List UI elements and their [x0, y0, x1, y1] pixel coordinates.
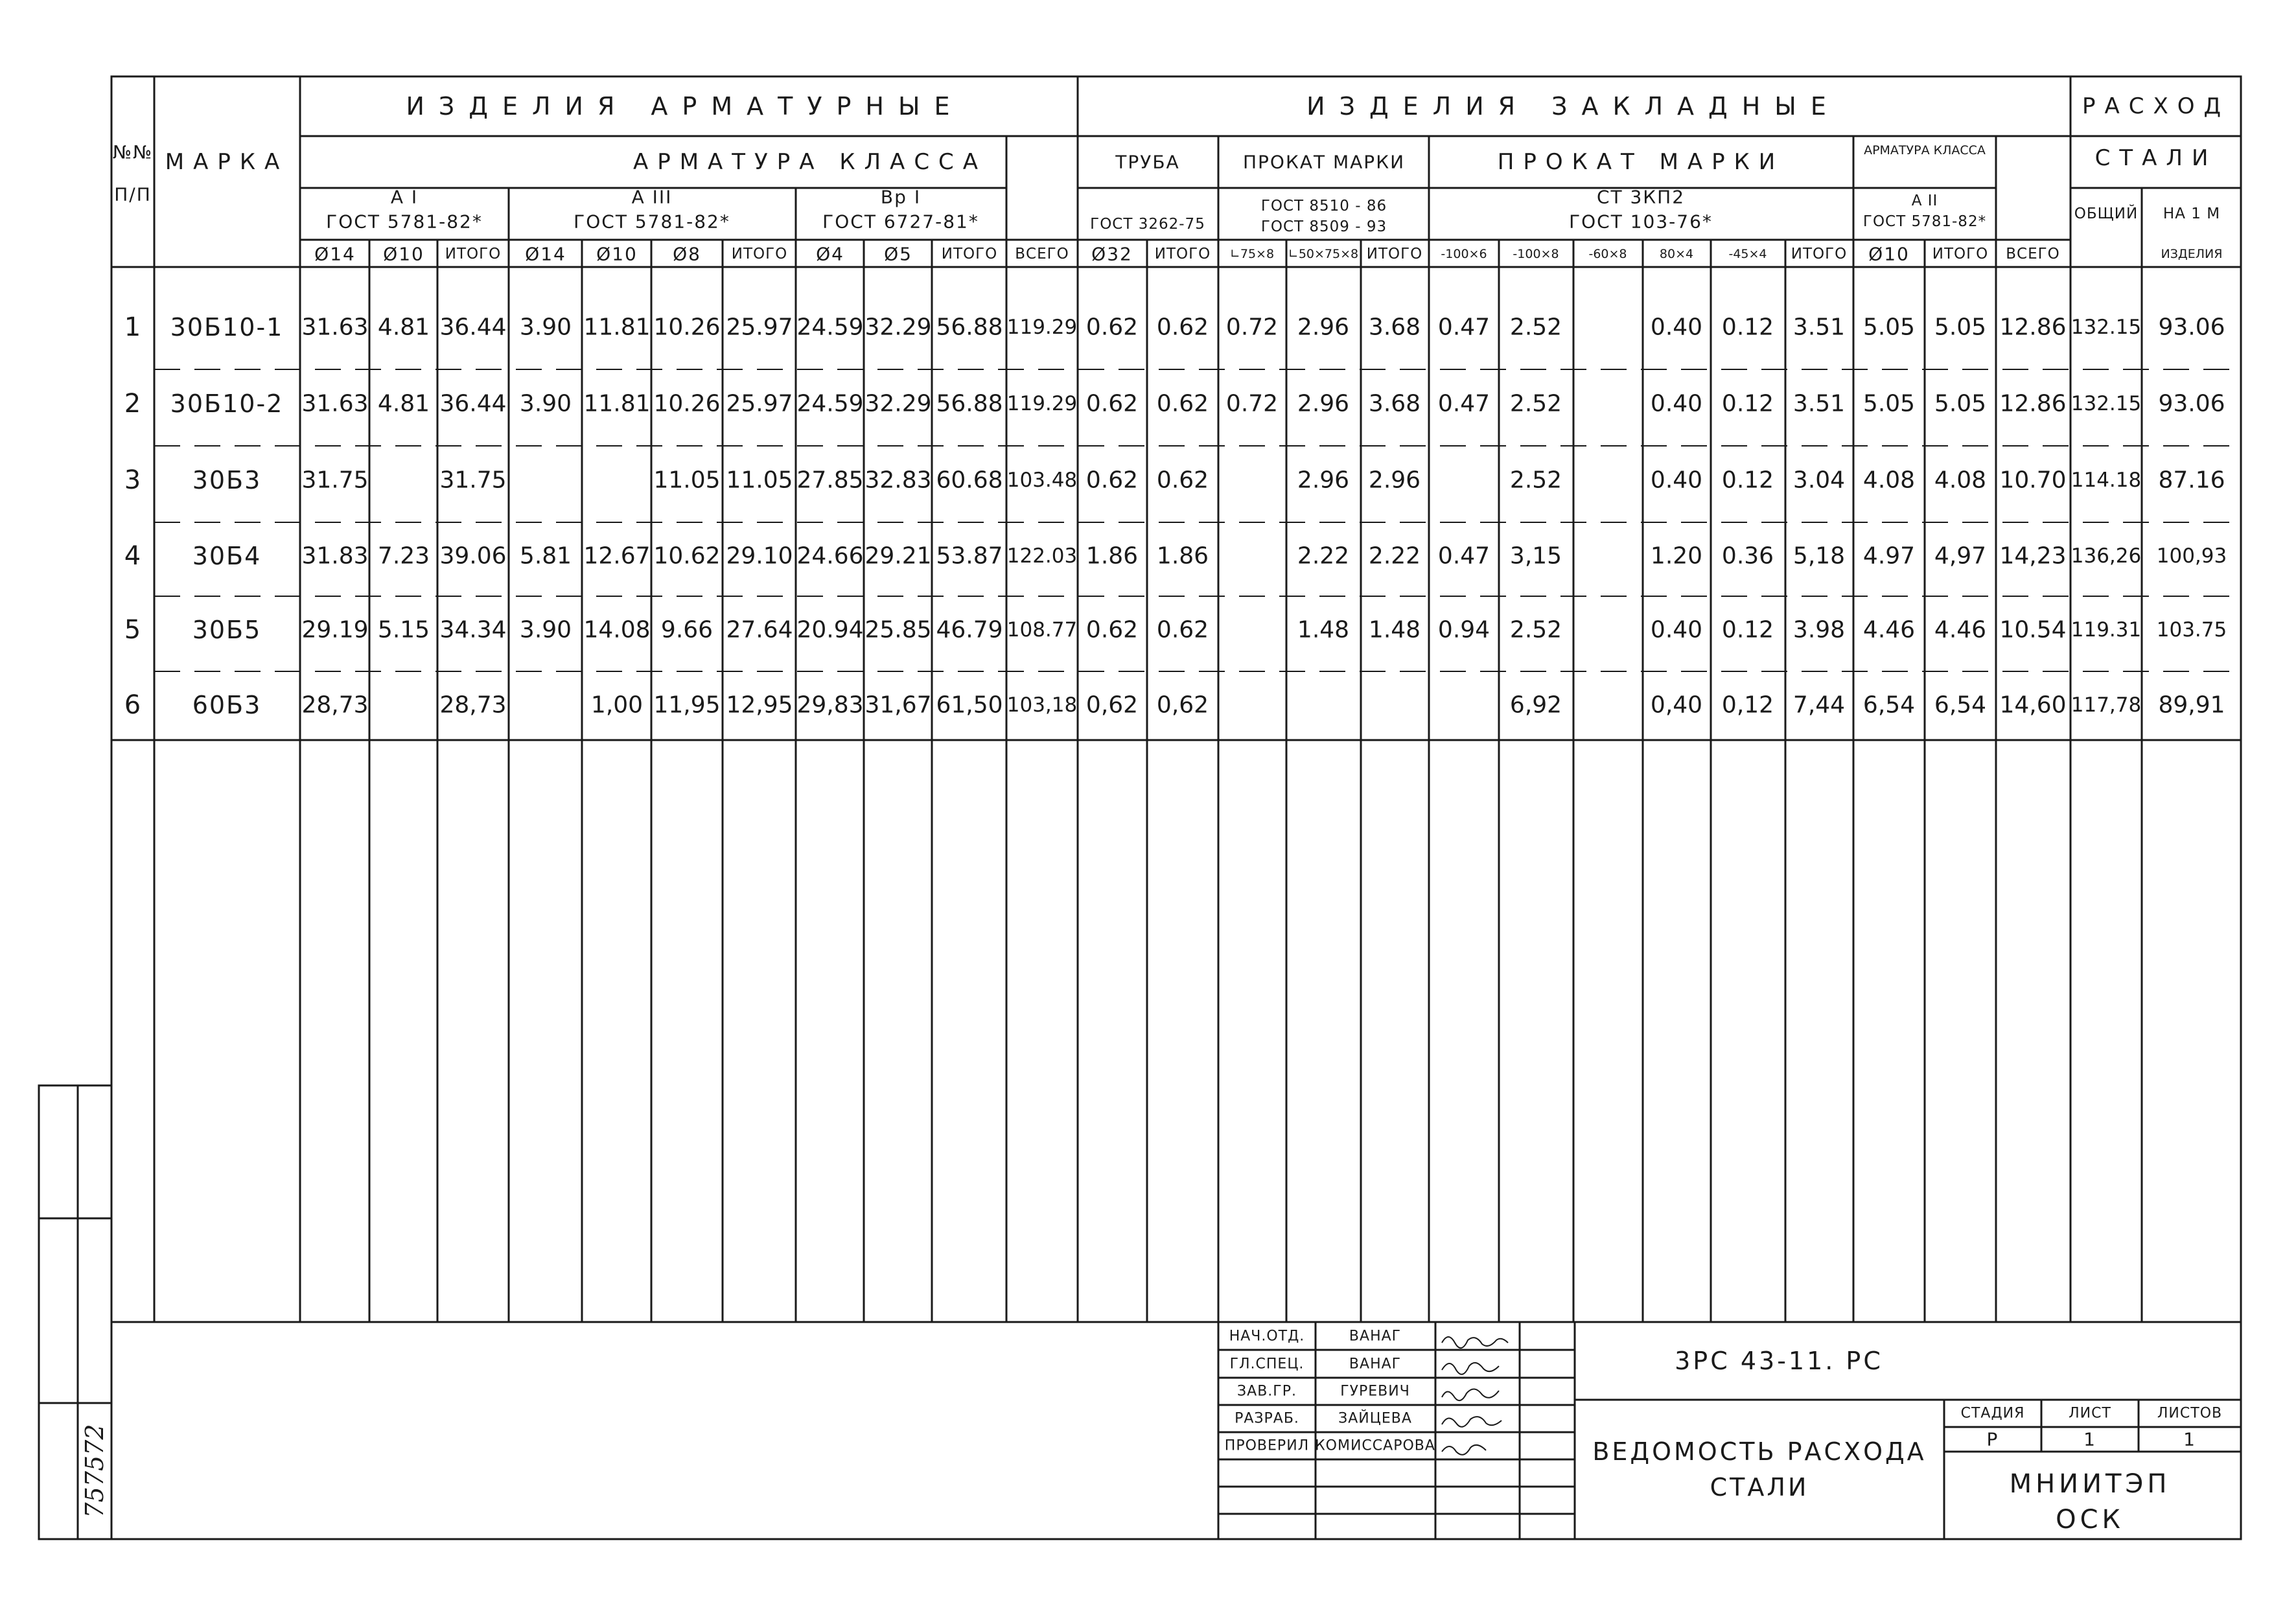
stage-label: СТАДИЯ — [1960, 1405, 2025, 1422]
table-cell: 6,54 — [1862, 691, 1916, 719]
sub-col-header: -100×6 — [1441, 247, 1487, 261]
table-cell: 119.29 — [1006, 392, 1078, 415]
table-cell: 10.26 — [653, 390, 721, 417]
table-cell: 27.64 — [726, 616, 793, 644]
table-cell: 0.40 — [1650, 616, 1703, 644]
rolled1-gost-b: ГОСТ 8509 - 93 — [1260, 218, 1387, 235]
row-number: 5 — [124, 615, 142, 645]
table-cell: 20.94 — [796, 616, 864, 644]
table-cell: 119.29 — [1006, 316, 1078, 339]
table-cell: 28,73 — [439, 691, 507, 719]
table-cell: 0,40 — [1650, 691, 1703, 719]
table-cell: 12.67 — [583, 542, 651, 570]
table-cell: 27.85 — [796, 467, 864, 494]
emb-reinf-header: АРМАТУРА КЛАССА — [1864, 143, 1986, 157]
table-cell: 5,18 — [1792, 542, 1846, 570]
table-cell: 3.68 — [1368, 390, 1421, 417]
table-cell: 0.72 — [1225, 390, 1279, 417]
table-cell: 0.47 — [1437, 314, 1490, 341]
table-cell: 25.97 — [726, 390, 793, 417]
doc-title-1: ВЕДОМОСТЬ РАСХОДА — [1592, 1437, 1927, 1466]
table-cell: 9.66 — [660, 616, 713, 644]
table-cell: 2.52 — [1509, 467, 1562, 494]
table-cell: 24.59 — [796, 314, 864, 341]
table-cell: 32.29 — [864, 314, 932, 341]
table-cell: 5.05 — [1862, 314, 1916, 341]
total-item-header-2: ИЗДЕЛИЯ — [2161, 247, 2223, 261]
sheets-label: ЛИСТОВ — [2157, 1405, 2223, 1422]
table-cell: 2.52 — [1509, 616, 1562, 644]
table-cell: 89,91 — [2158, 691, 2225, 719]
sub-col-header: ИТОГО — [1154, 246, 1211, 262]
table-cell: 3.51 — [1792, 314, 1846, 341]
table-cell: 108.77 — [1006, 618, 1078, 642]
group-embedded-header: ИЗДЕЛИЯ ЗАКЛАДНЫЕ — [1306, 92, 1840, 121]
org-name: МНИИТЭП — [2009, 1469, 2171, 1499]
sheets-value: 1 — [2183, 1428, 2196, 1450]
stamp-name: КОМИССАРОВА — [1315, 1437, 1435, 1454]
doc-title-2: СТАЛИ — [1710, 1473, 1809, 1502]
row-number: 2 — [124, 389, 142, 419]
table-cell: 3.90 — [519, 314, 572, 341]
table-cell: 10.62 — [653, 542, 721, 570]
row-number: 4 — [124, 541, 142, 571]
table-cell: 5.05 — [1934, 314, 1987, 341]
table-cell: 93.06 — [2158, 314, 2225, 341]
table-cell: 2.96 — [1297, 467, 1350, 494]
table-cell: 2.96 — [1297, 314, 1350, 341]
stamp-role: ПРОВЕРИЛ — [1224, 1437, 1310, 1454]
table-cell: 4.46 — [1934, 616, 1987, 644]
table-cell: 12.86 — [1999, 390, 2067, 417]
table-cell: 0.62 — [1085, 314, 1139, 341]
row-mark: 30Б3 — [192, 466, 262, 494]
table-cell: 0.40 — [1650, 390, 1703, 417]
a2-gost: ГОСТ 5781-82* — [1862, 213, 1987, 230]
table-cell: 5.05 — [1862, 390, 1916, 417]
table-cell: 4.08 — [1862, 467, 1916, 494]
table-cell: 5.81 — [519, 542, 572, 570]
sub-col-header: Ø32 — [1091, 243, 1133, 265]
table-cell: 0,12 — [1721, 691, 1774, 719]
table-cell: 122.03 — [1006, 544, 1078, 568]
table-cell: 0.40 — [1650, 467, 1703, 494]
table-cell: 132.15 — [2070, 392, 2142, 415]
table-cell: 3.90 — [519, 390, 572, 417]
sub-col-header: Ø14 — [314, 243, 356, 265]
sheet-label: ЛИСТ — [2069, 1405, 2111, 1422]
stamp-name: ВАНАГ — [1349, 1356, 1402, 1373]
sub-col-header: Ø10 — [383, 243, 424, 265]
table-cell: 5.05 — [1934, 390, 1987, 417]
table-cell: 31.75 — [301, 467, 369, 494]
table-cell: 3,15 — [1509, 542, 1562, 570]
table-cell: 56.88 — [936, 390, 1003, 417]
sub-col-header: Ø8 — [673, 243, 701, 265]
table-cell: 136,26 — [2070, 544, 2142, 568]
a1-class: А I — [390, 186, 419, 208]
table-cell: 132.15 — [2070, 316, 2142, 339]
sub-col-header: ИТОГО — [731, 246, 788, 262]
row-number: 3 — [124, 465, 142, 495]
table-cell: 3.90 — [519, 616, 572, 644]
sub-col-header: ∟50×75×8 — [1288, 247, 1359, 261]
table-cell: 0.62 — [1156, 467, 1209, 494]
table-cell: 0.12 — [1721, 314, 1774, 341]
table-cell: 61,50 — [936, 691, 1003, 719]
sub-col-header: Ø5 — [884, 243, 912, 265]
table-cell: 11.81 — [583, 390, 651, 417]
table-cell: 5.15 — [377, 616, 430, 644]
sub-col-header: -100×8 — [1513, 247, 1559, 261]
stamp-name: ГУРЕВИЧ — [1340, 1383, 1410, 1400]
table-cell: 3.51 — [1792, 390, 1846, 417]
stamp-role: РАЗРАБ. — [1235, 1410, 1299, 1427]
sub-col-header: ИТОГО — [941, 246, 998, 262]
table-cell: 1.20 — [1650, 542, 1703, 570]
row-mark: 30Б10-2 — [170, 389, 284, 418]
table-cell: 103,18 — [1006, 693, 1078, 717]
table-cell: 31.63 — [301, 390, 369, 417]
table-cell: 119.31 — [2070, 618, 2142, 642]
table-cell: 12.86 — [1999, 314, 2067, 341]
col-num-header-2: П/П — [114, 183, 152, 205]
table-cell: 1.48 — [1297, 616, 1350, 644]
table-cell: 60.68 — [936, 467, 1003, 494]
table-cell: 114.18 — [2070, 469, 2142, 492]
bp1-class: Вр I — [880, 186, 922, 208]
table-cell: 14,23 — [1999, 542, 2067, 570]
table-cell: 36.44 — [439, 314, 507, 341]
row-mark: 60Б3 — [192, 691, 262, 719]
reinf-class-header: АРМАТУРА КЛАССА — [632, 149, 988, 175]
a3-class: А III — [631, 186, 673, 208]
table-cell: 6,54 — [1934, 691, 1987, 719]
table-cell: 39.06 — [439, 542, 507, 570]
table-cell: 0.62 — [1156, 390, 1209, 417]
table-cell: 25.85 — [864, 616, 932, 644]
table-cell: 0.62 — [1085, 390, 1139, 417]
table-cell: 12,95 — [726, 691, 793, 719]
sub-col-header: ∟75×8 — [1229, 247, 1275, 261]
table-cell: 32.29 — [864, 390, 932, 417]
table-cell: 31.63 — [301, 314, 369, 341]
table-cell: 46.79 — [936, 616, 1003, 644]
rolled2-gost: ГОСТ 103-76* — [1569, 211, 1713, 233]
table-cell: 11.05 — [726, 467, 793, 494]
col-num-header: №№ — [112, 141, 154, 163]
table-cell: 4,97 — [1934, 542, 1987, 570]
row-mark: 30Б4 — [192, 542, 262, 570]
table-cell: 0.12 — [1721, 616, 1774, 644]
sub-col-header: -60×8 — [1588, 247, 1627, 261]
sub-col-header: -45×4 — [1728, 247, 1767, 261]
rolled2-header: ПРОКАТ МАРКИ — [1497, 149, 1785, 175]
table-cell: 56.88 — [936, 314, 1003, 341]
table-cell: 0.40 — [1650, 314, 1703, 341]
row-number: 1 — [124, 312, 142, 342]
table-cell: 87.16 — [2158, 467, 2225, 494]
table-cell: 0.62 — [1156, 616, 1209, 644]
a3-gost: ГОСТ 5781-82* — [574, 211, 730, 233]
table-cell: 4.08 — [1934, 467, 1987, 494]
table-cell: 31,67 — [864, 691, 932, 719]
group-reinforcement-header: ИЗДЕЛИЯ АРМАТУРНЫЕ — [406, 92, 964, 121]
table-cell: 0.12 — [1721, 390, 1774, 417]
table-cell: 2.22 — [1297, 542, 1350, 570]
table-cell: 29.10 — [726, 542, 793, 570]
table-cell: 0.62 — [1085, 467, 1139, 494]
total-general-header: ОБЩИЙ — [2074, 205, 2139, 222]
doc-code: 3РС 43-11. РС — [1675, 1347, 1883, 1375]
table-cell: 14,60 — [1999, 691, 2067, 719]
table-cell: 11.81 — [583, 314, 651, 341]
inventory-number: 757572 — [80, 1424, 109, 1518]
table-cell: 0.36 — [1721, 542, 1774, 570]
pipe-gost: ГОСТ 3262-75 — [1090, 216, 1205, 233]
table-cell: 7.23 — [377, 542, 430, 570]
table-cell: 0.12 — [1721, 467, 1774, 494]
sub-col-header: ВСЕГО — [2006, 246, 2060, 262]
table-cell: 31.83 — [301, 542, 369, 570]
table-cell: 2.52 — [1509, 390, 1562, 417]
table-cell: 4.46 — [1862, 616, 1916, 644]
sub-col-header: ВСЕГО — [1015, 246, 1069, 262]
table-cell: 2.96 — [1368, 467, 1421, 494]
a1-gost: ГОСТ 5781-82* — [326, 211, 483, 233]
table-cell: 0.62 — [1085, 616, 1139, 644]
sub-col-header: Ø4 — [816, 243, 844, 265]
sub-col-header: ИТОГО — [1791, 246, 1848, 262]
table-cell: 1,00 — [590, 691, 644, 719]
table-cell: 11.05 — [653, 467, 721, 494]
table-cell: 0.47 — [1437, 542, 1490, 570]
pipe-header: ТРУБА — [1115, 151, 1180, 173]
a2-class: А II — [1911, 192, 1938, 209]
table-cell: 10.26 — [653, 314, 721, 341]
table-cell: 1.86 — [1156, 542, 1209, 570]
table-cell: 29.21 — [864, 542, 932, 570]
rolled2-steel: СТ 3КП2 — [1596, 186, 1686, 208]
sub-col-header: Ø14 — [525, 243, 566, 265]
table-cell: 36.44 — [439, 390, 507, 417]
rolled1-header: ПРОКАТ МАРКИ — [1242, 151, 1406, 173]
table-cell: 53.87 — [936, 542, 1003, 570]
table-cell: 29,83 — [796, 691, 864, 719]
table-cell: 103.48 — [1006, 469, 1078, 492]
table-cell: 117,78 — [2070, 693, 2142, 717]
table-cell: 4.81 — [377, 390, 430, 417]
stamp-role: НАЧ.ОТД. — [1229, 1328, 1305, 1345]
consumption-header-2: СТАЛИ — [2094, 145, 2218, 171]
sub-col-header: 80×4 — [1659, 247, 1694, 261]
table-cell: 24.59 — [796, 390, 864, 417]
sheet-value: 1 — [2083, 1428, 2096, 1450]
row-mark: 30Б10-1 — [170, 313, 284, 342]
table-cell: 31.75 — [439, 467, 507, 494]
row-number: 6 — [124, 690, 142, 720]
sub-col-header: Ø10 — [596, 243, 638, 265]
table-cell: 2.52 — [1509, 314, 1562, 341]
table-cell: 10.70 — [1999, 467, 2067, 494]
table-cell: 25.97 — [726, 314, 793, 341]
table-cell: 3.68 — [1368, 314, 1421, 341]
table-cell: 3.98 — [1792, 616, 1846, 644]
table-cell: 4.97 — [1862, 542, 1916, 570]
table-cell: 4.81 — [377, 314, 430, 341]
table-cell: 6,92 — [1509, 691, 1562, 719]
table-cell: 0.94 — [1437, 616, 1490, 644]
table-cell: 0.62 — [1156, 314, 1209, 341]
table-cell: 14.08 — [583, 616, 651, 644]
sub-col-header: ИТОГО — [1932, 246, 1989, 262]
table-cell: 2.22 — [1368, 542, 1421, 570]
table-cell: 2.96 — [1297, 390, 1350, 417]
table-cell: 29.19 — [301, 616, 369, 644]
table-cell: 1.86 — [1085, 542, 1139, 570]
stamp-role: ГЛ.СПЕЦ. — [1229, 1356, 1305, 1373]
table-cell: 0.72 — [1225, 314, 1279, 341]
sub-col-header: ИТОГО — [445, 246, 502, 262]
bp1-gost: ГОСТ 6727-81* — [822, 211, 979, 233]
table-cell: 28,73 — [301, 691, 369, 719]
col-mark-header: МАРКА — [165, 149, 289, 175]
table-cell: 103.75 — [2156, 618, 2227, 642]
stamp-name: ВАНАГ — [1349, 1328, 1402, 1345]
table-cell: 0.47 — [1437, 390, 1490, 417]
consumption-header: РАСХОД — [2082, 93, 2231, 119]
table-cell: 93.06 — [2158, 390, 2225, 417]
total-item-header: НА 1 М — [2163, 205, 2221, 222]
rolled1-gost-a: ГОСТ 8510 - 86 — [1260, 198, 1387, 215]
table-cell: 10.54 — [1999, 616, 2067, 644]
stamp-role: ЗАВ.ГР. — [1237, 1383, 1297, 1400]
table-cell: 24.66 — [796, 542, 864, 570]
table-cell: 100,93 — [2156, 544, 2227, 568]
table-cell: 32.83 — [864, 467, 932, 494]
table-cell: 1.48 — [1368, 616, 1421, 644]
table-cell: 34.34 — [439, 616, 507, 644]
stamp-name: ЗАЙЦЕВА — [1338, 1410, 1412, 1427]
table-cell: 7,44 — [1792, 691, 1846, 719]
table-cell: 0,62 — [1156, 691, 1209, 719]
row-mark: 30Б5 — [192, 616, 262, 644]
sub-col-header: ИТОГО — [1366, 246, 1423, 262]
table-cell: 11,95 — [653, 691, 721, 719]
sub-col-header: Ø10 — [1868, 243, 1910, 265]
stage-value: Р — [1986, 1428, 1999, 1450]
org-sub: ОСК — [2056, 1505, 2124, 1535]
table-cell: 3.04 — [1792, 467, 1846, 494]
table-cell: 0,62 — [1085, 691, 1139, 719]
